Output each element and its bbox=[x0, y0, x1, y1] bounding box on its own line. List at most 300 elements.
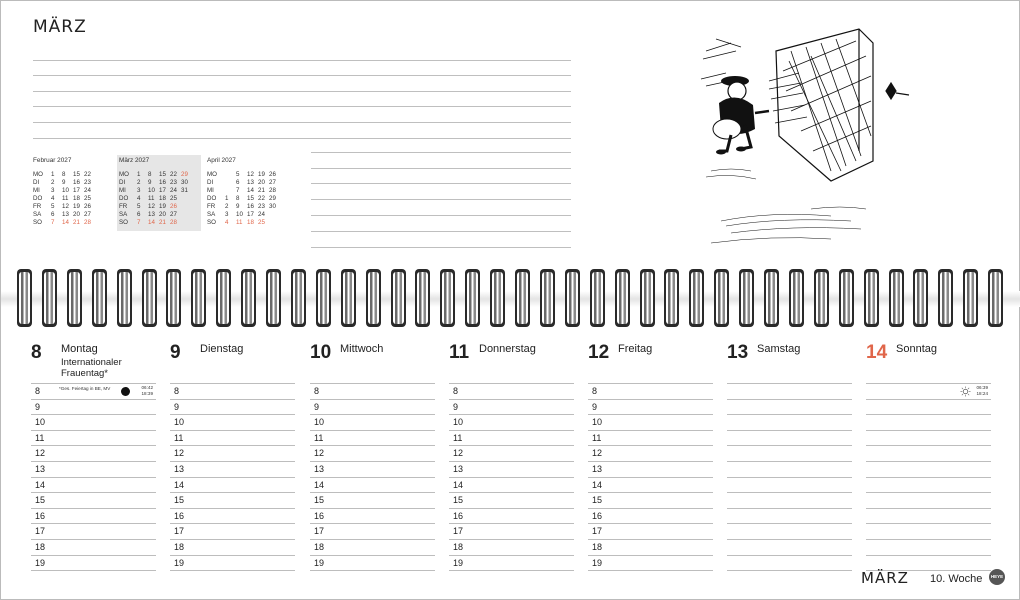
mini-calendar-day: 7 bbox=[51, 219, 55, 226]
weekday-label: MI bbox=[207, 187, 214, 194]
binding-ring bbox=[216, 269, 231, 327]
hour-label: 10 bbox=[592, 417, 603, 428]
mini-calendar-day: 8 bbox=[236, 195, 240, 202]
hour-row[interactable] bbox=[449, 400, 574, 416]
weekday-label: DO bbox=[207, 195, 217, 202]
notes-area bbox=[33, 45, 571, 139]
mini-calendar-day: 13 bbox=[62, 211, 69, 218]
binding-ring bbox=[913, 269, 928, 327]
binding-ring bbox=[814, 269, 829, 327]
hour-row[interactable] bbox=[31, 540, 156, 556]
hour-row[interactable] bbox=[449, 540, 574, 556]
hour-row[interactable] bbox=[588, 462, 713, 478]
mini-calendar-day: 23 bbox=[84, 179, 91, 186]
mini-calendar-day: 25 bbox=[258, 219, 265, 226]
hour-label: 15 bbox=[314, 495, 325, 506]
mini-calendar-day: 24 bbox=[258, 211, 265, 218]
hour-row[interactable] bbox=[170, 556, 295, 572]
hour-row[interactable] bbox=[310, 556, 435, 572]
hour-label: 8 bbox=[174, 386, 180, 396]
binding-ring bbox=[142, 269, 157, 327]
day-column-sonntag bbox=[866, 339, 991, 396]
hour-row[interactable] bbox=[588, 478, 713, 494]
mini-calendar-day: 1 bbox=[137, 171, 141, 178]
hour-label: 13 bbox=[35, 463, 46, 474]
hour-row[interactable] bbox=[866, 400, 991, 416]
note-line bbox=[311, 153, 571, 169]
binding-ring bbox=[465, 269, 480, 327]
mini-calendar-day: 19 bbox=[258, 171, 265, 178]
hour-row[interactable] bbox=[588, 384, 713, 400]
mini-calendar-day: 15 bbox=[159, 171, 166, 178]
mini-calendar-day bbox=[93, 179, 104, 187]
mini-calendar-day: 30 bbox=[269, 203, 276, 210]
weekday-label: SO bbox=[207, 219, 216, 226]
hour-row[interactable] bbox=[449, 556, 574, 572]
mini-calendar-day bbox=[179, 211, 190, 219]
month-title: MÄRZ bbox=[33, 17, 87, 37]
binding-ring bbox=[42, 269, 57, 327]
hour-row[interactable] bbox=[170, 384, 295, 400]
hour-label: 19 bbox=[35, 557, 46, 568]
mini-calendar-day: 27 bbox=[170, 211, 177, 218]
mini-calendar-day: 29 bbox=[269, 195, 276, 202]
mini-calendar-day bbox=[93, 187, 104, 195]
hour-row[interactable] bbox=[866, 524, 991, 540]
hour-row[interactable] bbox=[449, 431, 574, 447]
hour-label: 9 bbox=[453, 401, 459, 412]
day-number: 8 bbox=[31, 342, 42, 363]
goalkeeper-illustration bbox=[691, 21, 921, 251]
binding-ring bbox=[415, 269, 430, 327]
hour-label: 13 bbox=[453, 463, 464, 474]
sun-icon bbox=[960, 386, 971, 397]
mini-calendar-day: 21 bbox=[73, 219, 80, 226]
mini-calendar-day: 27 bbox=[269, 179, 276, 186]
mini-calendar-day: 7 bbox=[137, 219, 141, 226]
hour-row[interactable] bbox=[31, 446, 156, 462]
binding-ring bbox=[391, 269, 406, 327]
hour-label: 17 bbox=[174, 526, 185, 537]
day-number: 11 bbox=[449, 342, 470, 363]
hour-label: 16 bbox=[174, 510, 185, 521]
sun-times bbox=[142, 385, 154, 397]
hour-row[interactable] bbox=[449, 493, 574, 509]
binding-ring bbox=[714, 269, 729, 327]
hour-label: 12 bbox=[453, 448, 464, 459]
day-number: 12 bbox=[588, 342, 610, 363]
hour-label: 11 bbox=[174, 432, 184, 443]
mini-calendar-day: 9 bbox=[148, 179, 152, 186]
hour-label: 16 bbox=[35, 510, 46, 521]
hour-label: 10 bbox=[314, 417, 325, 428]
mini-calendar-day bbox=[93, 195, 104, 203]
notes-area-right bbox=[311, 137, 571, 248]
binding-ring bbox=[266, 269, 281, 327]
mini-calendar-day: 10 bbox=[148, 187, 155, 194]
mini-calendar-day: 23 bbox=[170, 179, 177, 186]
binding-ring bbox=[988, 269, 1003, 327]
mini-calendar-day: 17 bbox=[159, 187, 166, 194]
holiday-footnote: *Ges. Feiertag in BE, MV bbox=[59, 386, 111, 391]
mini-calendar-day: 21 bbox=[258, 187, 265, 194]
hour-row[interactable] bbox=[170, 446, 295, 462]
hour-label: 14 bbox=[35, 479, 46, 490]
hour-label: 9 bbox=[314, 401, 320, 412]
hour-row[interactable] bbox=[866, 493, 991, 509]
hour-row[interactable] bbox=[310, 462, 435, 478]
day-name: Freitag bbox=[618, 343, 653, 355]
day-number: 10 bbox=[310, 342, 332, 363]
mini-calendar-day: 18 bbox=[73, 195, 80, 202]
binding-ring bbox=[490, 269, 505, 327]
hour-row[interactable] bbox=[31, 400, 156, 416]
day-column-samstag bbox=[727, 339, 852, 383]
day-column-dienstag bbox=[170, 339, 295, 568]
binding-ring bbox=[565, 269, 580, 327]
hour-row[interactable] bbox=[310, 384, 435, 400]
binding-ring bbox=[366, 269, 381, 327]
mini-calendar-title: März 2027 bbox=[119, 157, 150, 164]
hour-row[interactable] bbox=[31, 509, 156, 525]
mini-calendar-day bbox=[179, 203, 190, 211]
hour-label: 8 bbox=[592, 386, 598, 396]
mini-calendar-day: 9 bbox=[62, 179, 66, 186]
hour-row[interactable] bbox=[170, 415, 295, 431]
hour-rows bbox=[31, 383, 156, 571]
weekday-label: SA bbox=[119, 211, 128, 218]
mini-calendar-day: 16 bbox=[73, 179, 80, 186]
mini-calendar-day: 24 bbox=[84, 187, 91, 194]
hour-row[interactable] bbox=[170, 540, 295, 556]
hour-row[interactable] bbox=[170, 509, 295, 525]
sun-times bbox=[977, 385, 989, 397]
mini-calendar-day: 10 bbox=[62, 187, 69, 194]
mini-calendar-day bbox=[93, 219, 104, 227]
weekday-label: DO bbox=[119, 195, 129, 202]
binding-ring bbox=[839, 269, 854, 327]
mini-calendar-day: 16 bbox=[159, 179, 166, 186]
hour-label: 14 bbox=[174, 479, 185, 490]
mini-calendar-title: Februar 2027 bbox=[33, 157, 72, 164]
hour-label: 19 bbox=[592, 557, 603, 568]
mini-calendar-day: 17 bbox=[247, 211, 254, 218]
mini-calendar-day: 9 bbox=[236, 203, 240, 210]
mini-calendar-day: 11 bbox=[148, 195, 155, 202]
day-column-montag bbox=[31, 339, 156, 568]
mini-calendar-day: 6 bbox=[236, 179, 240, 186]
mini-calendar-february bbox=[31, 155, 115, 227]
mini-calendar-day: 25 bbox=[170, 195, 177, 202]
hour-row[interactable] bbox=[310, 400, 435, 416]
hour-label: 19 bbox=[174, 557, 185, 568]
day-name: Samstag bbox=[757, 343, 801, 355]
hour-label: 15 bbox=[35, 495, 46, 506]
hour-row[interactable] bbox=[31, 493, 156, 509]
weekday-label: DI bbox=[119, 179, 126, 186]
hour-label: 17 bbox=[592, 526, 603, 537]
hour-row[interactable] bbox=[727, 415, 852, 431]
mini-calendar-day: 4 bbox=[137, 195, 141, 202]
weekday-label: SO bbox=[119, 219, 128, 226]
hour-row[interactable] bbox=[31, 415, 156, 431]
hour-label: 19 bbox=[314, 557, 325, 568]
hour-row[interactable] bbox=[310, 478, 435, 494]
hour-row[interactable] bbox=[727, 462, 852, 478]
mini-calendar-day: 31 bbox=[181, 187, 188, 194]
mini-calendar-day: 2 bbox=[137, 179, 141, 186]
hour-label: 12 bbox=[592, 448, 603, 459]
full-moon-icon bbox=[121, 387, 130, 396]
binding-ring bbox=[191, 269, 206, 327]
weekday-label: DI bbox=[33, 179, 40, 186]
hour-label: 9 bbox=[592, 401, 598, 412]
hour-label: 19 bbox=[453, 557, 464, 568]
hour-label: 8 bbox=[35, 386, 41, 396]
hour-row[interactable] bbox=[588, 556, 713, 572]
mini-calendar-day: 22 bbox=[258, 195, 265, 202]
hour-row[interactable] bbox=[170, 493, 295, 509]
note-line bbox=[311, 200, 571, 216]
hour-label: 14 bbox=[592, 479, 603, 490]
footer-month: MÄRZ bbox=[861, 569, 909, 587]
note-line bbox=[311, 137, 571, 153]
hour-row[interactable] bbox=[170, 462, 295, 478]
binding-ring bbox=[515, 269, 530, 327]
hour-label: 8 bbox=[314, 386, 320, 396]
hour-row[interactable] bbox=[170, 431, 295, 447]
hour-label: 8 bbox=[453, 386, 459, 396]
weekday-label: SO bbox=[33, 219, 42, 226]
mini-calendar-day: 22 bbox=[84, 171, 91, 178]
hour-row[interactable] bbox=[866, 478, 991, 494]
hour-label: 17 bbox=[314, 526, 325, 537]
hour-label: 16 bbox=[592, 510, 603, 521]
mini-calendar-day: 5 bbox=[137, 203, 141, 210]
hour-label: 17 bbox=[35, 526, 46, 537]
mini-calendar-day: 18 bbox=[159, 195, 166, 202]
hour-row[interactable] bbox=[866, 446, 991, 462]
binding-ring bbox=[540, 269, 555, 327]
hour-row[interactable] bbox=[449, 509, 574, 525]
mini-calendar-day: 26 bbox=[170, 203, 177, 210]
hour-label: 17 bbox=[453, 526, 464, 537]
hour-row[interactable] bbox=[31, 431, 156, 447]
sunrise-time: 06:42 bbox=[141, 385, 153, 390]
mini-calendar-day: 20 bbox=[258, 179, 265, 186]
hour-row[interactable] bbox=[449, 524, 574, 540]
note-line bbox=[33, 45, 571, 61]
hour-row[interactable] bbox=[866, 415, 991, 431]
hour-row[interactable] bbox=[310, 524, 435, 540]
mini-calendar-day: 3 bbox=[51, 187, 55, 194]
hour-row[interactable] bbox=[727, 540, 852, 556]
binding-ring bbox=[17, 269, 32, 327]
mini-calendar-day: 17 bbox=[73, 187, 80, 194]
binding-ring bbox=[341, 269, 356, 327]
weekday-label: FR bbox=[119, 203, 128, 210]
mini-calendar-day: 18 bbox=[247, 219, 254, 226]
mini-calendar-day: 12 bbox=[247, 171, 254, 178]
mini-calendar-day: 25 bbox=[84, 195, 91, 202]
hour-row[interactable] bbox=[588, 524, 713, 540]
hour-row[interactable] bbox=[310, 509, 435, 525]
hour-row[interactable] bbox=[170, 524, 295, 540]
hour-label: 16 bbox=[314, 510, 325, 521]
hour-label: 18 bbox=[592, 541, 603, 552]
binding-ring bbox=[440, 269, 455, 327]
mini-calendar-day: 23 bbox=[258, 203, 265, 210]
hour-row[interactable] bbox=[31, 524, 156, 540]
hour-row[interactable] bbox=[170, 478, 295, 494]
mini-calendar-day: 26 bbox=[84, 203, 91, 210]
hour-row[interactable] bbox=[727, 384, 852, 400]
mini-calendar-day: 19 bbox=[73, 203, 80, 210]
mini-calendar-day: 8 bbox=[62, 171, 66, 178]
mini-calendar-day: 5 bbox=[51, 203, 55, 210]
hour-row[interactable] bbox=[588, 509, 713, 525]
hour-row[interactable] bbox=[727, 556, 852, 572]
mini-calendar-day: 14 bbox=[247, 187, 254, 194]
sunrise-time: 06:39 bbox=[976, 385, 988, 390]
mini-calendar-day: 28 bbox=[269, 187, 276, 194]
hour-label: 18 bbox=[314, 541, 325, 552]
hour-row[interactable] bbox=[449, 415, 574, 431]
mini-calendar-day: 19 bbox=[159, 203, 166, 210]
hour-row[interactable] bbox=[866, 540, 991, 556]
mini-calendar-day: 14 bbox=[148, 219, 155, 226]
weekday-label: SA bbox=[207, 211, 216, 218]
hour-row[interactable] bbox=[449, 446, 574, 462]
hour-rows bbox=[727, 383, 852, 571]
mini-calendar-day: 3 bbox=[137, 187, 141, 194]
mini-calendar-day: 15 bbox=[73, 171, 80, 178]
hour-row[interactable] bbox=[588, 493, 713, 509]
holiday-label: Internationaler Frauentag* bbox=[61, 357, 122, 379]
hour-row[interactable] bbox=[588, 431, 713, 447]
note-line bbox=[311, 184, 571, 200]
hour-row[interactable] bbox=[31, 556, 156, 572]
hour-label: 18 bbox=[453, 541, 464, 552]
hour-label: 10 bbox=[174, 417, 185, 428]
hour-row[interactable] bbox=[866, 384, 991, 400]
day-column-freitag bbox=[588, 339, 713, 568]
note-line bbox=[311, 232, 571, 248]
weekday-label: MO bbox=[119, 171, 129, 178]
binding-ring bbox=[615, 269, 630, 327]
mini-calendar-day: 27 bbox=[84, 211, 91, 218]
hour-row[interactable] bbox=[310, 415, 435, 431]
mini-calendar-day: 7 bbox=[236, 187, 240, 194]
mini-calendar-day: 26 bbox=[269, 171, 276, 178]
day-name: Montag bbox=[61, 343, 98, 355]
day-name: Donnerstag bbox=[479, 343, 536, 355]
weekday-label: FR bbox=[207, 203, 216, 210]
mini-calendar-day: 28 bbox=[170, 219, 177, 226]
hour-row[interactable] bbox=[31, 478, 156, 494]
hour-row[interactable] bbox=[727, 478, 852, 494]
mini-calendar-day bbox=[93, 171, 104, 179]
mini-calendar-day: 11 bbox=[236, 219, 243, 226]
binding-ring bbox=[291, 269, 306, 327]
mini-calendar-day: 13 bbox=[148, 211, 155, 218]
mini-calendar-day: 11 bbox=[62, 195, 69, 202]
binding-ring bbox=[739, 269, 754, 327]
hour-label: 9 bbox=[35, 401, 41, 412]
hour-row[interactable] bbox=[588, 400, 713, 416]
hour-row[interactable] bbox=[866, 509, 991, 525]
hour-row[interactable] bbox=[310, 446, 435, 462]
hour-label: 15 bbox=[453, 495, 464, 506]
binding-ring bbox=[316, 269, 331, 327]
binding-ring bbox=[889, 269, 904, 327]
day-column-donnerstag bbox=[449, 339, 574, 568]
hour-label: 16 bbox=[453, 510, 464, 521]
hour-row[interactable] bbox=[588, 446, 713, 462]
hour-row[interactable] bbox=[310, 493, 435, 509]
hour-row[interactable] bbox=[727, 446, 852, 462]
hour-row[interactable] bbox=[727, 509, 852, 525]
mini-calendar-march bbox=[117, 155, 201, 231]
mini-calendar-day: 10 bbox=[236, 211, 243, 218]
hour-row[interactable] bbox=[170, 400, 295, 416]
hour-label: 13 bbox=[592, 463, 603, 474]
hour-row[interactable] bbox=[727, 524, 852, 540]
hour-row[interactable] bbox=[31, 462, 156, 478]
mini-calendar-day: 6 bbox=[51, 211, 55, 218]
binding-ring bbox=[241, 269, 256, 327]
binding-ring bbox=[117, 269, 132, 327]
hour-row[interactable] bbox=[449, 384, 574, 400]
binding-ring bbox=[689, 269, 704, 327]
note-line bbox=[33, 107, 571, 123]
mini-calendar-day: 4 bbox=[51, 195, 55, 202]
hour-row[interactable] bbox=[588, 540, 713, 556]
hour-rows bbox=[588, 383, 713, 571]
hour-row[interactable] bbox=[31, 384, 156, 400]
mini-calendar-day: 20 bbox=[73, 211, 80, 218]
note-line bbox=[311, 216, 571, 232]
mini-calendar-day: 29 bbox=[181, 171, 188, 178]
hour-label: 11 bbox=[592, 432, 602, 443]
hour-row[interactable] bbox=[866, 462, 991, 478]
hour-row[interactable] bbox=[727, 493, 852, 509]
hour-row[interactable] bbox=[727, 431, 852, 447]
hour-label: 14 bbox=[453, 479, 464, 490]
hour-row[interactable] bbox=[866, 431, 991, 447]
day-number: 13 bbox=[727, 342, 749, 363]
mini-calendar-day: 30 bbox=[181, 179, 188, 186]
weekday-label: MI bbox=[33, 187, 40, 194]
hour-row[interactable] bbox=[449, 478, 574, 494]
hour-row[interactable] bbox=[310, 540, 435, 556]
hour-label: 12 bbox=[35, 448, 46, 459]
mini-calendar-day: 24 bbox=[170, 187, 177, 194]
binding-ring bbox=[67, 269, 82, 327]
mini-calendar-day bbox=[223, 171, 234, 179]
weekday-label: MO bbox=[33, 171, 43, 178]
hour-label: 18 bbox=[174, 541, 185, 552]
brand-logo: HEYE bbox=[989, 569, 1005, 585]
hour-row[interactable] bbox=[449, 462, 574, 478]
sunset-time: 18:24 bbox=[976, 391, 988, 396]
mini-calendar-day bbox=[223, 187, 234, 195]
hour-row[interactable] bbox=[310, 431, 435, 447]
hour-row[interactable] bbox=[588, 415, 713, 431]
mini-calendar-day: 4 bbox=[225, 219, 229, 226]
weekday-label: MO bbox=[207, 171, 217, 178]
hour-row[interactable] bbox=[727, 400, 852, 416]
